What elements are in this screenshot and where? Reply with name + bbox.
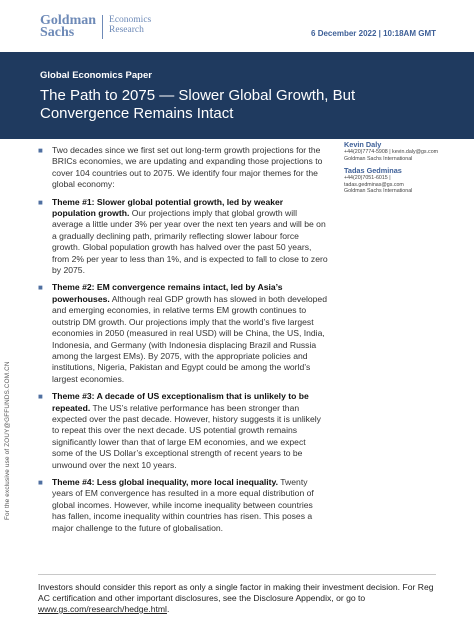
footer-divider xyxy=(38,574,436,575)
author-name[interactable]: Kevin Daly xyxy=(344,140,382,149)
bullet-text: Although real GDP growth has slowed in both developed and emerging economies, in relative terms EM growth continues to outstrip DM growth. Our projections imply that the world’s five largest economies in 2050 (measured in real USD) will be China, the US, India, Indonesia, and Germany (with Indonesia displacing Brazil and Russia among the largest EMs). By 2075, with the appropriate policies and institutions, Nigeria, Pakistan and Egypt could be among the world’s largest economies. xyxy=(52,293,327,384)
disclosure-footer xyxy=(38,582,438,615)
list-item xyxy=(38,282,328,385)
brand-name xyxy=(40,15,96,39)
author-firm: Goldman Sachs International xyxy=(344,155,413,162)
author-card xyxy=(344,140,464,162)
bullet-text: Our projections imply that global growth will average a little under 3% per year over the next ten years and will be on a gradually declining path, primarily reflecting slower labour force growth. Global population growth has halved over the past 50 years, from 2% per year to less than 1%, and is expected to fall to close to zero by 2075. xyxy=(52,208,328,276)
division-line-1: Economics xyxy=(109,15,152,25)
bullet-icon: ■ xyxy=(38,197,43,207)
bullet-lead: Theme #4: Less global inequality, more local inequality. xyxy=(52,476,279,487)
division-line-2: Research xyxy=(109,25,144,35)
author-name[interactable]: Tadas Gedminas xyxy=(344,166,402,176)
division-name xyxy=(109,15,151,35)
brand-line-1: Goldman xyxy=(40,13,97,28)
bullet-icon: ■ xyxy=(38,392,43,402)
disclosure-end: . xyxy=(166,604,170,614)
bullet-icon: ■ xyxy=(38,477,43,487)
bullet-lead: Theme #2: EM convergence remains intact, led by Asia’s powerhouses. xyxy=(52,282,283,304)
author-email: tadas.gedminas@gs.com xyxy=(344,181,404,188)
bullet-text: The US’s relative performance has been stronger than expected over the past decade. However, history suggests it is unlikely to repeat this over the next decade. US potential growth remains significantly lower than that of large EM economies, and we expect some of the US Dollar’s exceptional strength of recent years to be unwound over the next 10 years. xyxy=(52,402,321,470)
bullet-text: Twenty years of EM convergence has resulted in a more equal distribution of global incomes. However, while income inequality between countries has fallen, income inequality within countries has risen. This poses a major challenge to the future of globalisation. xyxy=(52,476,314,533)
author-contact: +44(20)7774-5908 | kevin.daly@gs.com xyxy=(344,149,439,155)
list-item xyxy=(38,197,328,277)
author-card xyxy=(344,166,464,195)
list-item xyxy=(38,145,328,191)
goldman-sachs-logo xyxy=(40,15,151,39)
bullet-lead: Theme #1: Slower global potential growth, led by weaker population growth. xyxy=(52,196,284,219)
bullet-icon: ■ xyxy=(38,283,43,293)
list-item xyxy=(38,477,328,534)
title-banner xyxy=(0,52,474,139)
logo-divider xyxy=(102,15,103,39)
disclosure-link[interactable]: www.gs.com/research/hedge.html xyxy=(38,604,167,614)
brand-line-2: Sachs xyxy=(40,25,75,40)
report-title: The Path to 2075 — Slower Global Growth, But Convergence Remains Intact xyxy=(40,87,356,122)
author-list xyxy=(344,140,464,199)
report-date: 6 December 2022 | 10:18AM GMT xyxy=(311,29,436,38)
list-item xyxy=(38,391,328,471)
disclosure-text: Investors should consider this report as only a single factor in making their investment decision. For Reg AC certification and other important disclosures, see the Disclosure Appendix, or go to xyxy=(38,582,434,603)
bullet-text: Two decades since we first set out long-term growth projections for the BRICs economies, we are updating and expanding those projections to cover 104 countries out to 2075. We identify four major themes for the global economy: xyxy=(52,145,323,190)
bullet-icon: ■ xyxy=(38,146,43,155)
bullet-lead: Theme #3: A decade of US exceptionalism that is unlikely to be repeated. xyxy=(52,391,309,413)
report-type: Global Economics Paper xyxy=(40,70,152,81)
summary-bullets xyxy=(38,145,328,540)
author-firm: Goldman Sachs International xyxy=(344,188,413,195)
exclusive-use-note: For the exclusive use of ZOUY@GFFUNDS.COM.CN xyxy=(4,361,11,520)
author-contact: +44(20)7051-6015 | xyxy=(344,175,391,182)
report-header xyxy=(0,0,474,52)
